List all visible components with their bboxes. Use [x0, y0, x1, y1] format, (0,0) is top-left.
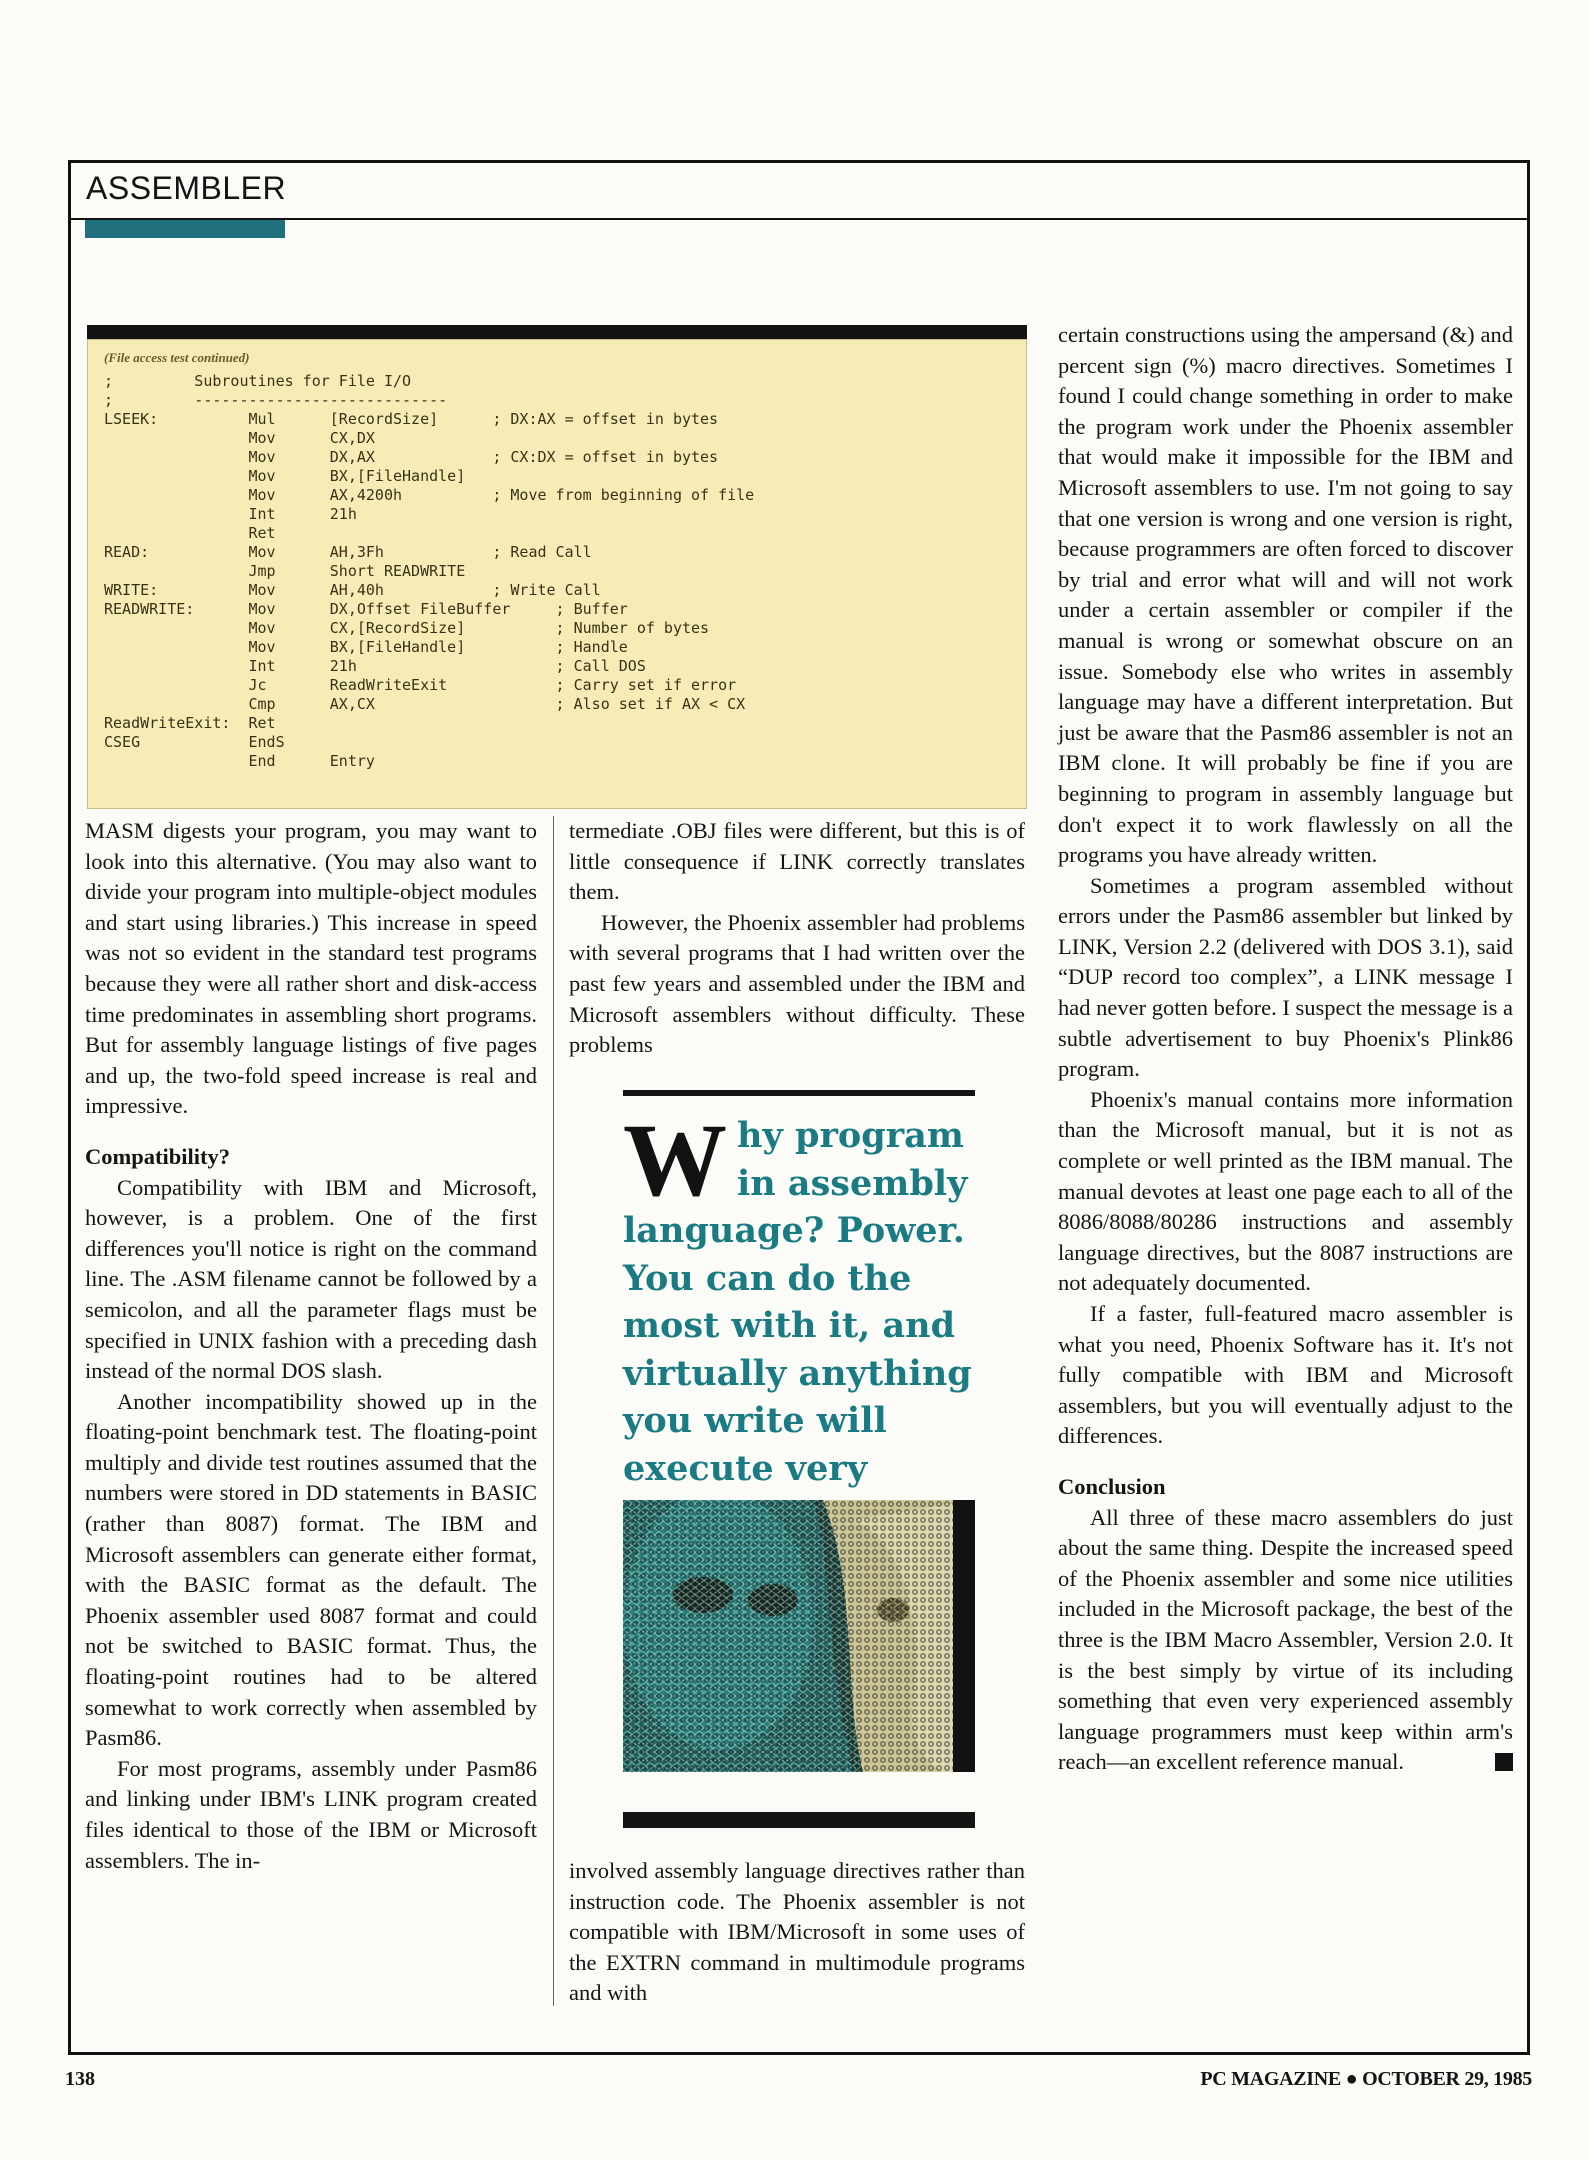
paragraph: For most programs, assembly under Pasm86 and linking under IBM's LINK program created files identical to those of the IBM or Microsoft assemblers. The in-	[85, 1755, 537, 1873]
paragraph: MASM digests your program, you may want to look into this alternative. (You may also want to divide your program into multiple-object modules and start using libraries.) This increase in speed was not so evident in the standard test programs because they were all rather short and disk-access time predominates in assembling short programs. But for assembly language listings of five pages and up, the two-fold speed increase is real and impressive.	[85, 818, 537, 1119]
paragraph: If a faster, full-featured macro assembler is what you need, Phoenix Software has it. It's not fully compatible with IBM and Microsoft assemblers, but you will eventually adjust to the differences.	[1058, 1301, 1513, 1449]
mesh-mask-photo	[623, 1500, 975, 1772]
section-accent-bar	[85, 220, 285, 238]
column-divider	[553, 816, 554, 2006]
paragraph: involved assembly language directives rather than instruction code. The Phoenix assembler is not compatible with IBM/Microsoft in some uses of the EXTRN command in multimodule programs and with	[569, 1858, 1025, 2006]
pull-quote	[623, 1103, 975, 1540]
code-text: ; Subroutines for File I/O ; ---------------------------- LSEEK: Mul [RecordSize] ; DX:AX = offset in bytes Mov CX,DX Mov DX,AX ; CX:DX = offset in bytes Mov BX,[FileHandle] Mov AX,4200h ; Move from beginning of file Int 21h Ret READ: Mov AH,3Fh ; Read Call Jmp Short READWRITE WRITE: Mov AH,40h ; Write Call READWRITE: Mov DX,Offset FileBuffer ; Buffer Mov CX,[RecordSize] ; Number of bytes Mov BX,[FileHandle] ; Handle Int 21h ; Call DOS Jc ReadWriteExit ; Carry set if error Cmp AX,CX ; Also set if AX < CX ReadWriteExit: Ret CSEG EndS End Entry	[104, 372, 755, 770]
paragraph: Phoenix's manual contains more information than the Microsoft manual, but it is not as complete or well printed as the IBM manual. The manual devotes at least one page each to all of the 8086/8088/80286 instructions and assembly language directives, but the 8087 instructions are not adequately documented.	[1058, 1086, 1513, 1296]
heading-conclusion: Conclusion	[1058, 1473, 1166, 1499]
pull-quote-top-rule	[623, 1090, 975, 1096]
paragraph: termediate .OBJ files were different, but this is of little consequence if LINK correctly translates them.	[569, 818, 1025, 905]
paragraph: certain constructions using the ampersand (&) and percent sign (%) macro directives. Sometimes I found I could change something in order to make the program work under the Phoenix assembler that would make it impossible for the IBM and Microsoft assemblers to use. I'm not going to say that one version is wrong and one version is right, because programmers are often forced to discover by trial and error what will and will not work under a certain assembler or compiler if the manual is wrong or somewhat obscure on an issue. Somebody else who writes in assembly language may have a different interpretation. But just be aware that the Pasm86 assembler is not an IBM clone. It will probably be fine if you are beginning to program in assembly language but don't expect it to work flawlessly on all the programs you have already written.	[1058, 322, 1513, 868]
code-caption: (File access test continued)	[104, 350, 250, 365]
column-left	[85, 816, 537, 1876]
column-middle-bottom	[569, 1856, 1025, 2009]
magazine-issue-info: PC MAGAZINE ● OCTOBER 29, 1985	[1200, 2068, 1532, 2090]
end-mark-icon	[1495, 1753, 1513, 1771]
paragraph: Sometimes a program assembled without errors under the Pasm86 assembler but linked by LINK, Version 2.2 (delivered with DOS 3.1), said “DUP record too complex”, a LINK message I had never gotten before. I suspect the message is a subtle advertisement to buy Phoenix's Plink86 program.	[1058, 872, 1513, 1082]
pull-quote-bottom-rule	[623, 1812, 975, 1828]
paragraph: However, the Phoenix assembler had problems with several programs that I had written over the past few years and assembled under the IBM and Microsoft assemblers without difficulty. These problems	[569, 909, 1025, 1058]
paragraph: Another incompatibility showed up in the floating-point benchmark test. The floating-point multiply and divide test routines assumed that the numbers were stored in DD statements in BASIC (rather than 8087) format. The IBM and Microsoft assemblers can generate either format, with the BASIC format as the default. The Phoenix assembler used 8087 format and could not be switched to BASIC format. Thus, the floating-point routines had to be altered somewhat to work correctly when assembled by Pasm86.	[85, 1388, 537, 1751]
column-middle-top	[569, 816, 1025, 1061]
column-right	[1058, 320, 1513, 1778]
code-listing	[87, 339, 1027, 809]
pull-quote-dropcap: W	[623, 1103, 727, 1218]
heading-compatibility: Compatibility?	[85, 1143, 231, 1169]
section-header	[68, 160, 1530, 220]
code-listing-bar	[87, 325, 1027, 339]
paragraph-final	[1058, 1503, 1513, 1778]
paragraph-final-text: All three of these macro assemblers do just about the same thing. Despite the increased speed of the Phoenix assembler and some nice utilities included in the Microsoft package, the best of the three is the IBM Macro Assembler, Version 2.0. It is the best simply by virtue of its including something that even very experienced assembly language programmers must keep within arm's reach—an excellent reference manual.	[1058, 1504, 1513, 1775]
footer-rule	[68, 2053, 1530, 2055]
pull-quote-text: hy program in assembly language? Power. You can do the most with it, and virtually anything you write will execute very	[623, 1115, 972, 1489]
paragraph: Compatibility with IBM and Microsoft, however, is a problem. One of the first differences you'll notice is right on the command line. The .ASM filename cannot be followed by a semicolon, and all the parameter flags must be specified in UNIX fashion with a preceding dash instead of the normal DOS slash.	[85, 1174, 537, 1384]
section-title: ASSEMBLER	[86, 170, 287, 206]
page-number: 138	[65, 2068, 95, 2090]
